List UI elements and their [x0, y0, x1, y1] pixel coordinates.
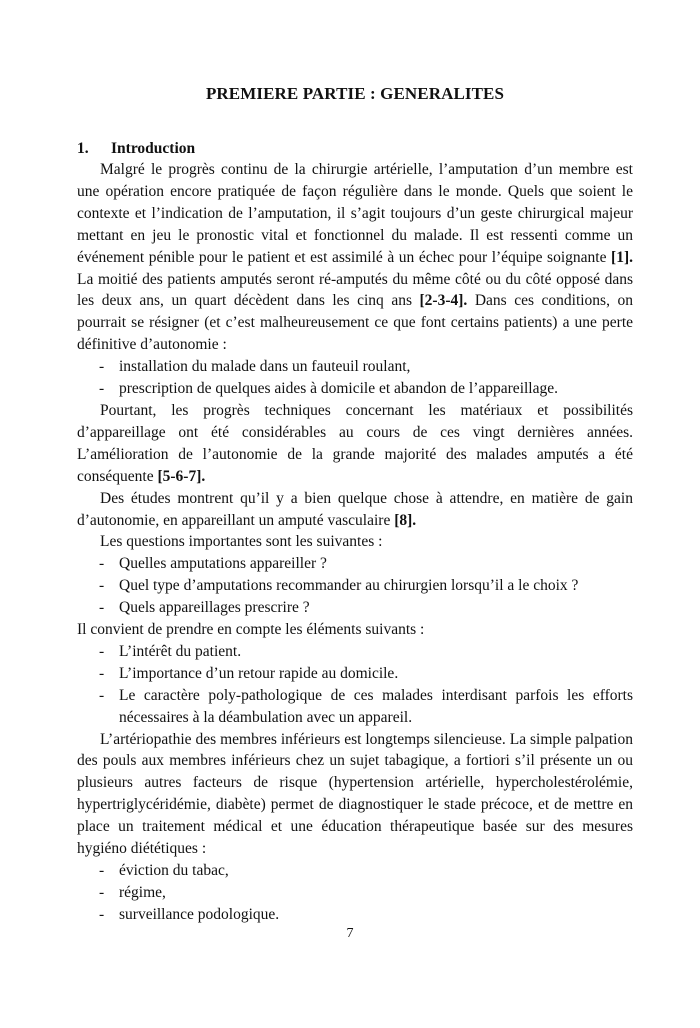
page-title: PREMIERE PARTIE : GENERALITES: [205, 84, 505, 103]
section-number: 1.: [77, 140, 89, 157]
list-measures: [77, 860, 633, 926]
text-run: Des études montrent qu’il y a bien quelque chose à attendre, en matière de gain d’autonomie, en appareillant un amputé vasculaire: [77, 489, 633, 529]
text-run: Pourtant, les progrès techniques concernant les matériaux et possibilités d’appareillage ont été considérables au cours de ces vingt dernières années. L’amélioration de l’autonomie de la grande majorité des malades amputés a été conséquente: [77, 401, 633, 485]
page-number: 7: [346, 926, 354, 941]
list-questions: [77, 553, 633, 619]
list-elements: [77, 641, 633, 729]
paragraph-questions: Les questions importantes sont les suivantes :: [100, 533, 383, 551]
list-consequences: [77, 356, 633, 400]
list-item: - Le caractère poly-pathologique de ces malades interdisant parfois les efforts nécessaires à la déambulation avec un appareil.: [77, 685, 633, 729]
reference: [1].: [611, 248, 633, 266]
document-page: [77, 84, 633, 926]
reference: [5-6-7].: [157, 467, 206, 485]
section-label: Introduction: [111, 140, 196, 157]
reference: [2-3-4].: [419, 292, 468, 310]
text-run: Malgré le progrès continu de la chirurgie artérielle, l’amputation d’un membre est une opération encore pratiquée de façon régulière dans le monde. Quels que soient le contexte et l’indication de l’amputation, il s’agit toujours d’un geste chirurgical majeur mettant en jeu le pronostic vital et fonctionnel du malade. Il est ressenti comme un événement pénible pour le patient et est assimilé à un échec pour l’équipe soignante: [77, 161, 633, 266]
list-item: - installation du malade dans un fauteuil roulant,: [77, 356, 633, 378]
section-heading: [77, 138, 633, 159]
list-item: - Quelles amputations appareiller ?: [77, 553, 633, 575]
text-run: Dans ces conditions, on pourrait se résigner (et c’est malheureusement ce que font certains patients) a une perte définitive d’autonomie :: [77, 292, 633, 354]
reference: [8].: [394, 511, 417, 529]
paragraph-elements: Il convient de prendre en compte les éléments suivants :: [77, 621, 425, 639]
list-item: - éviction du tabac,: [77, 860, 633, 882]
list-item: - prescription de quelques aides à domicile et abandon de l’appareillage.: [77, 378, 633, 400]
list-item: - Quel type d’amputations recommander au chirurgien lorsqu’il a le choix ?: [77, 575, 633, 597]
list-item: - surveillance podologique.: [77, 904, 633, 926]
list-item: - L’importance d’un retour rapide au domicile.: [77, 663, 633, 685]
paragraph-progress: [77, 400, 633, 488]
text-run: La moitié des patients amputés seront ré-amputés du même côté ou du côté opposé dans les deux ans, un quart décèdent dans les cinq ans: [77, 270, 633, 310]
list-item: - Quels appareillages prescrire ?: [77, 597, 633, 619]
paragraph-intro: [77, 159, 633, 356]
paragraph-arteriopathy: L’artériopathie des membres inférieurs est longtemps silencieuse. La simple palpation des pouls aux membres inférieurs chez un sujet tabagique, a fortiori s’il présente un ou plusieurs autres facteurs de risque (hypertension artérielle, hypercholestérolémie, hypertriglycéridémie, diabète) permet de diagnostiquer le stade précoce, et de mettre en place un traitement médical et une éducation thérapeutique basée sur des mesures hygiéno diététiques :: [77, 730, 633, 858]
paragraph-studies: [77, 488, 633, 532]
list-item: - régime,: [77, 882, 633, 904]
list-item: - L’intérêt du patient.: [77, 641, 633, 663]
